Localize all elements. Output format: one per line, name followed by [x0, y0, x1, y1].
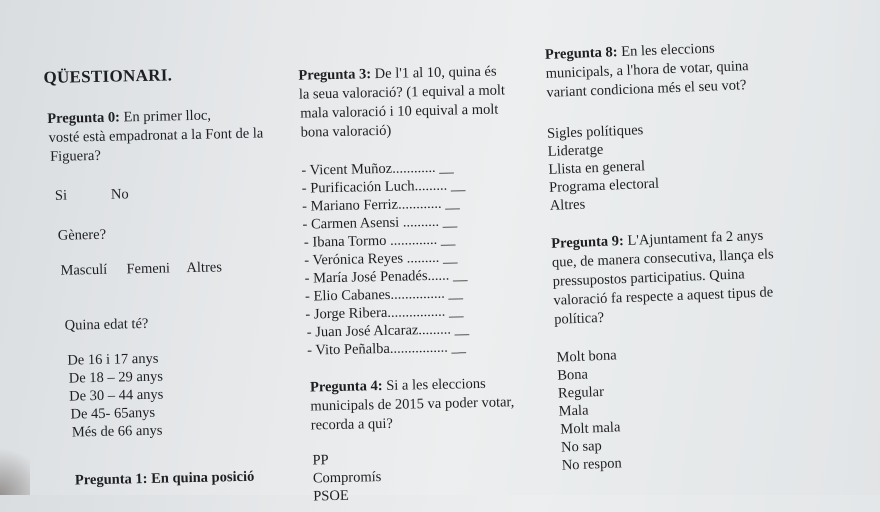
question-8-label: Pregunta 8:	[544, 44, 618, 63]
q9-option: Molt bona	[556, 347, 617, 366]
question-3-label: Pregunta 3:	[298, 66, 372, 84]
question-9-text-5: política?	[553, 309, 605, 328]
candidate-row: - Elio Cabanes............... __	[304, 285, 464, 305]
option-masculi: Masculí	[60, 261, 108, 279]
candidate-row: - Vicent Muñoz............ __	[301, 159, 454, 179]
question-3-text-4: bona valoració)	[300, 122, 392, 141]
candidate-row: - María José Penadés...... __	[304, 267, 468, 287]
q9-option: No respon	[561, 455, 623, 474]
option-si: Si	[54, 187, 68, 204]
age-option: De 45- 65anys	[70, 404, 156, 423]
page-title: QÜESTIONARI.	[43, 65, 173, 88]
candidate-row: - Mariano Ferriz............ __	[302, 195, 460, 215]
candidate-row: - Juan José Alcaraz......... __	[306, 321, 470, 341]
question-3-text-3: mala valoració i 10 equival a molt	[300, 101, 499, 122]
question-4-text-2: municipals de 2015 va poder votar,	[310, 394, 515, 415]
candidate-row: - Ibana Tormo ............. __	[303, 231, 456, 251]
candidate-row: - Carmen Asensi .......... __	[302, 213, 458, 233]
option-no: No	[110, 186, 129, 203]
question-0-text-2: vosté està empadronat a la Font de la	[48, 125, 264, 146]
age-option: Més de 66 anys	[71, 422, 163, 441]
question-8-text-1: En les eleccions	[620, 40, 715, 61]
question-0-text-3: Figuera?	[49, 147, 102, 165]
q9-option: Regular	[557, 383, 605, 402]
q9-option: Mala	[558, 402, 589, 420]
question-3-text-2: la seua valoració? (1 equival a molt	[298, 82, 506, 103]
question-0-text-1: En primer lloc,	[123, 107, 212, 126]
option-femeni: Femeni	[126, 260, 171, 278]
age-option: De 16 i 17 anys	[67, 350, 159, 369]
candidate-row: - Purificación Luch......... __	[301, 177, 466, 197]
option-altres: Altres	[186, 259, 223, 277]
question-4-label: Pregunta 4:	[309, 378, 383, 396]
party-option: PSOE	[313, 487, 349, 505]
question-9-label: Pregunta 9:	[550, 233, 625, 252]
page-edge-shadow	[830, 0, 880, 495]
finger-shadow	[0, 435, 30, 495]
q8-option: Programa electoral	[548, 175, 660, 196]
question-9-text-1: L'Ajuntament fa 2 anys	[627, 227, 764, 249]
candidate-row: - Vito Peñalba................ __	[307, 339, 467, 359]
q8-option: Sigles polítiques	[546, 122, 644, 142]
q9-option: Bona	[557, 366, 589, 384]
age-option: De 18 – 29 anys	[68, 368, 164, 387]
party-option: PP	[312, 452, 329, 469]
question-3-text-1: De l'1 al 10, quina és	[374, 63, 497, 83]
q8-option: Llista en general	[548, 158, 646, 178]
question-8-text-2: municipals, a l'hora de votar, quina	[545, 58, 749, 82]
q9-option: No sap	[560, 438, 603, 456]
q8-option: Lideratge	[547, 141, 604, 160]
question-1: Pregunta 1: En quina posició	[74, 468, 255, 489]
age-option: De 30 – 44 anys	[68, 386, 164, 405]
party-option: Compromís	[312, 469, 382, 487]
question-8-text-3: variant condiciona més el seu vot?	[546, 77, 747, 101]
q8-option: Altres	[549, 196, 586, 214]
question-9-text-4: valoració fa respecte a aquest tipus de	[553, 284, 774, 309]
q9-option: Molt mala	[560, 419, 621, 438]
candidate-row: - Jorge Ribera................ __	[305, 303, 464, 323]
question-9-text-2: que, de manera consecutiva, llança els	[551, 246, 774, 271]
question-0-label: Pregunta 0:	[47, 109, 121, 127]
age-question: Quina edat té?	[64, 315, 149, 334]
question-4-text-1: Si a les eleccions	[386, 375, 486, 394]
question-9-text-3: pressupostos participatius. Quina	[552, 266, 745, 290]
gender-question: Gènere?	[57, 226, 107, 244]
question-4-text-3: recorda a qui?	[310, 415, 394, 434]
candidate-row: - Verónica Reyes ......... __	[304, 249, 458, 269]
